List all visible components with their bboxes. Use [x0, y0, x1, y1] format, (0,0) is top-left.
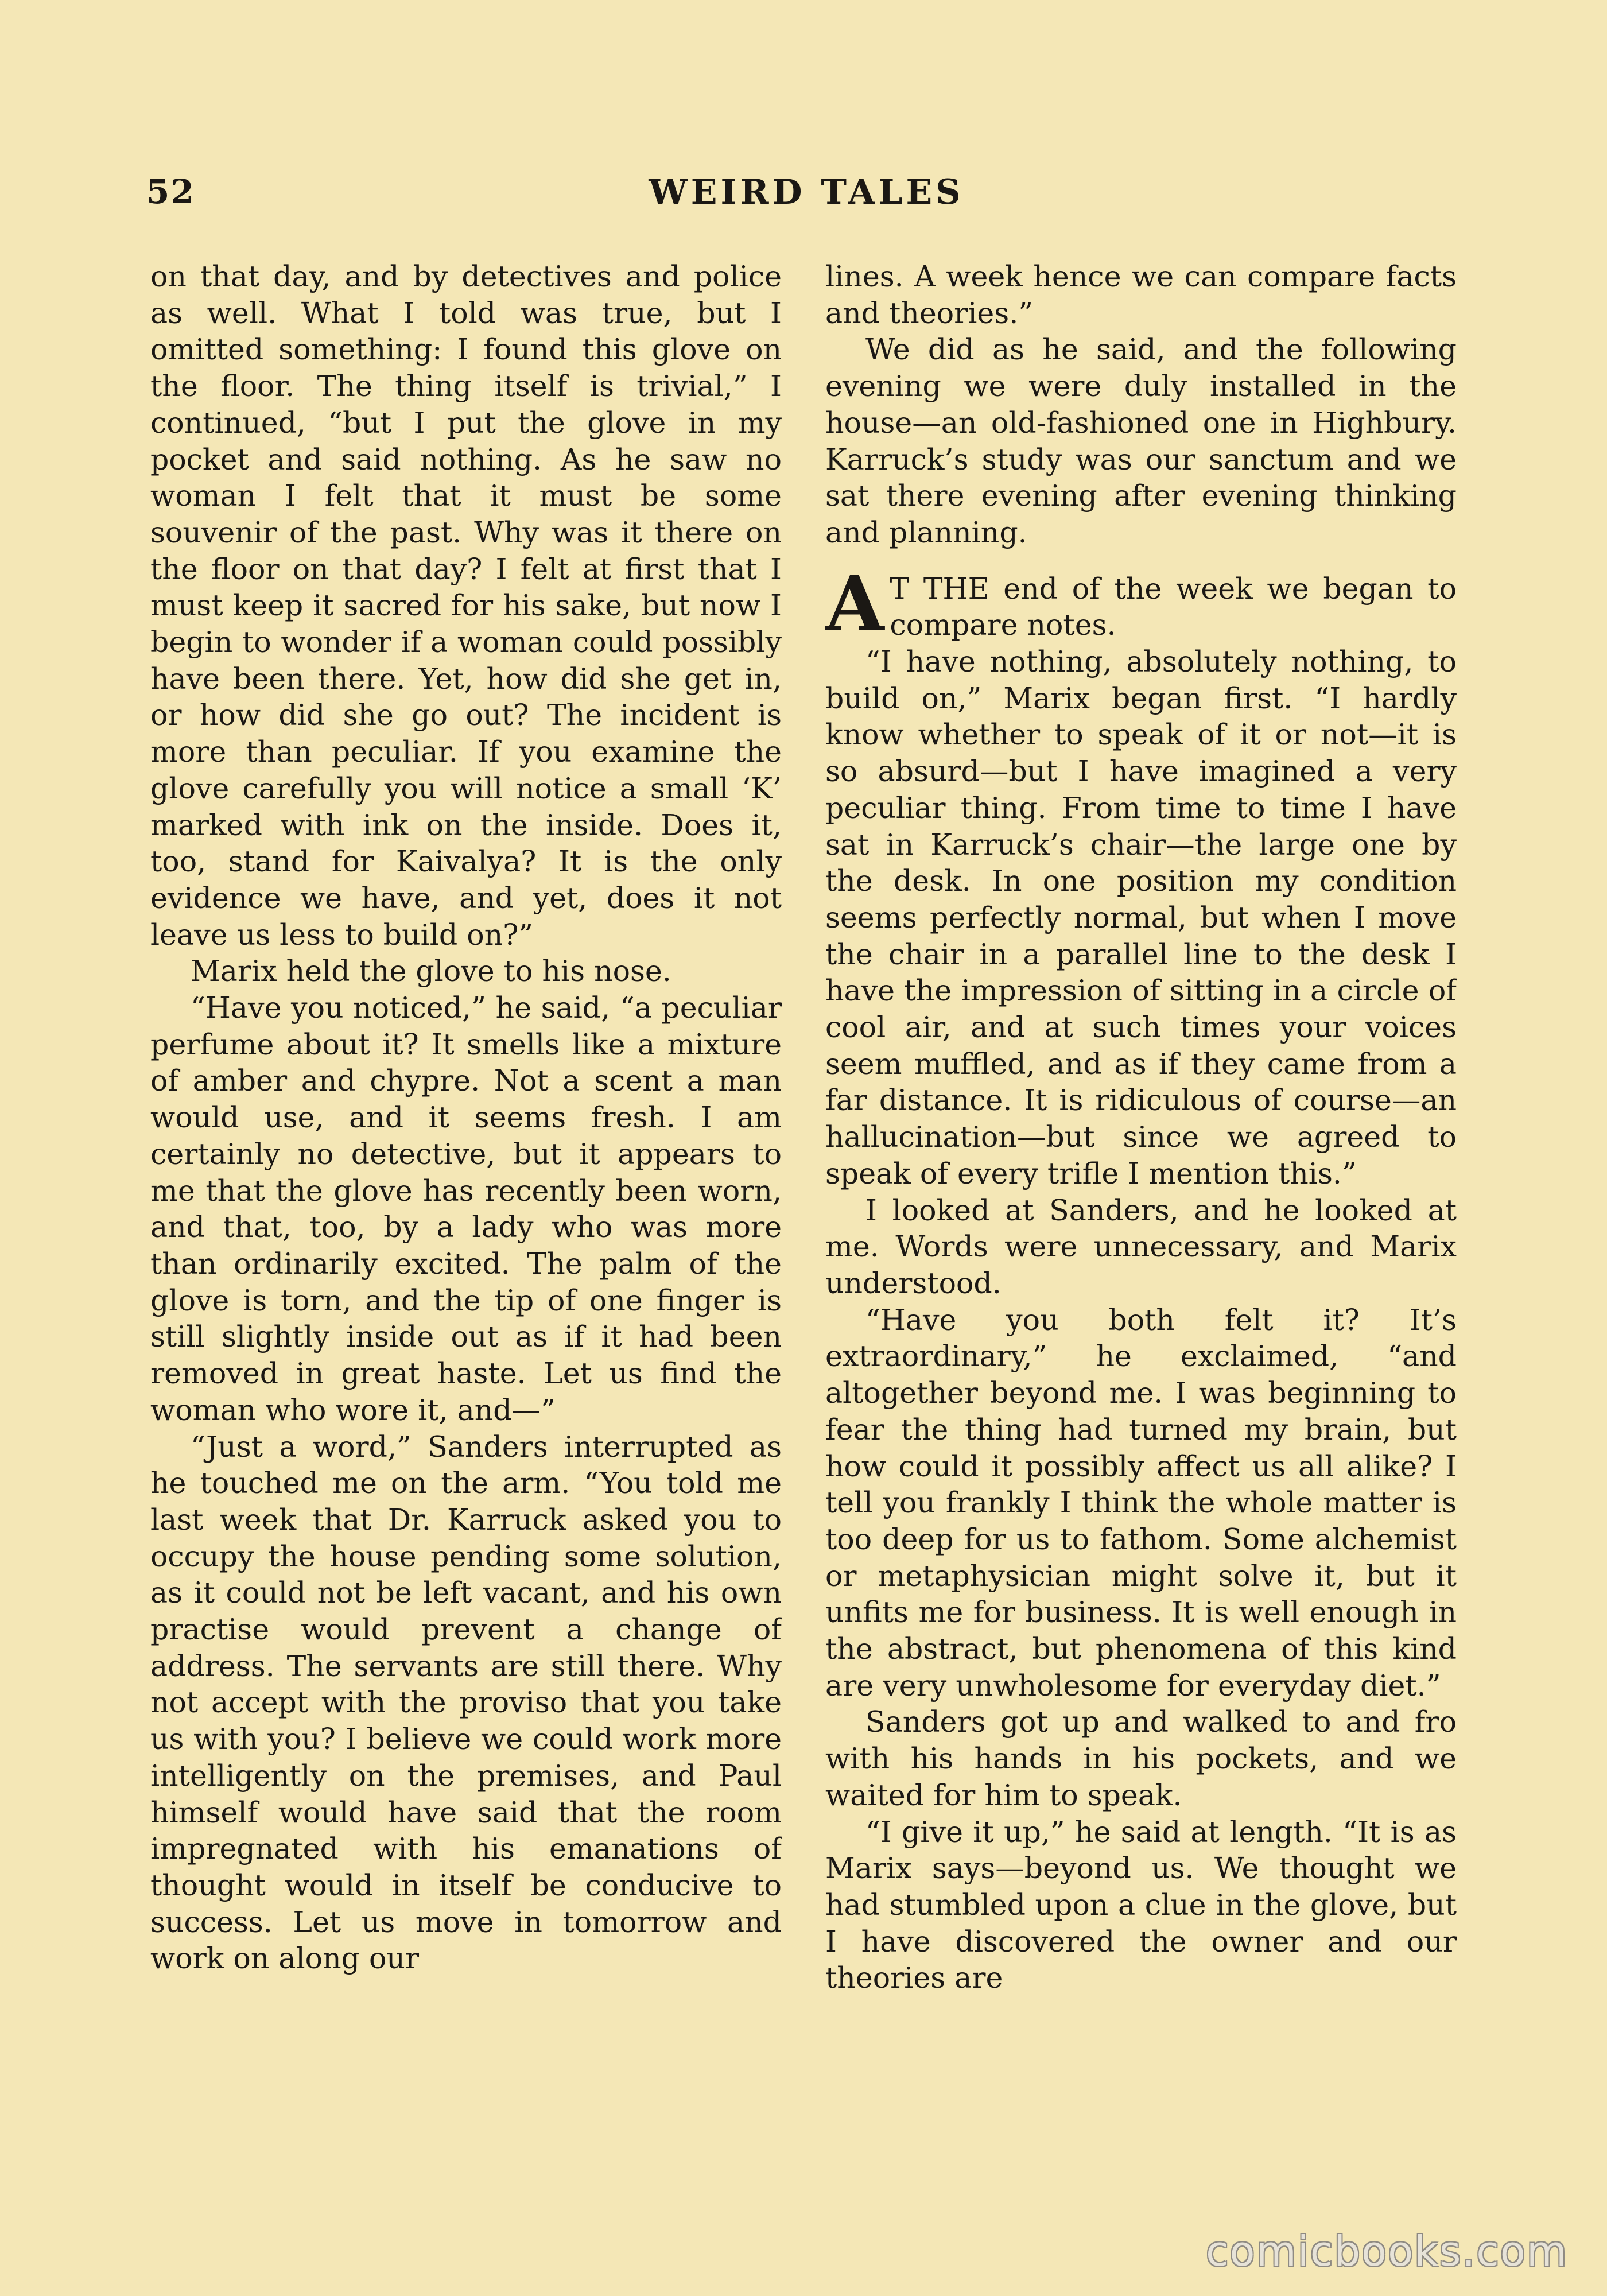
paragraph: “Just a word,” Sanders interrupted as he touched me on the arm. “You told me last week that Dr. Karruck asked you to occupy the house pending some solution, as it could not be left vacant, and his own practise would prevent a change of address. The servants are still there. Why not accept with the proviso that you take us with you? I believe we could work more intelligently on the premises, and Paul himself would have said that the room impregnated with his emanations of thought would in itself be conducive to success. Let us move in tomorrow and work on along our: [150, 1429, 782, 1976]
paragraph: “I have nothing, absolutely nothing, to build on,” Marix began first. “I hardly know whether to speak of it or not—it is so absurd—but I have imagined a very peculiar thing. From time to time I have sat in Karruck’s chair—the large one by the desk. In one position my condition seems perfectly normal, but when I move the chair in a parallel line to the desk I have the impression of sitting in a circle of cool air, and at such times your voices seem muffled, and as if they came from a far distance. It is ridiculous of course—an hallucination—but since we agreed to speak of every trifle I mention this.”: [825, 645, 1457, 1190]
drop-cap: A: [825, 559, 884, 649]
paragraph: “Have you both felt it? It’s extraordinary,” he exclaimed, “and altogether beyond me. I was beginning to fear the thing had turned my brain, but how could it possibly affect us all alike? I tell you frankly I think the whole matter is too deep for us to fathom. Some alchemist or metaphysician might solve it, but it unfits me for business. It is well enough in the abstract, but phenomena of this kind are very unwholesome for everyday diet.”: [825, 1302, 1457, 1702]
page-header: [146, 172, 1466, 224]
running-title: WEIRD TALES: [649, 172, 964, 212]
paragraph: “Have you noticed,” he said, “a peculiar perfume about it? It smells like a mixture of amber and chypre. Not a scent a man would use, and it seems fresh. I am certainly no detective, but it appears to me that the glove has recently been worn, and that, too, by a lady who was more than ordinarily excited. The palm of the glove is torn, and the tip of one finger is still slightly inside out as if it had been removed in great haste. Let us find the woman who wore it, and—”: [150, 991, 782, 1427]
paragraph: We did as he said, and the following evening we were duly installed in the house—an old-fashioned one in Highbury. Karruck’s study was our sanctum and we sat there evening after evening thinking and planning.: [825, 332, 1457, 549]
drop-cap-text: T THE end of the week we began to compare notes.: [890, 571, 1457, 642]
paragraph: on that day, and by detectives and police as well. What I told was true, but I omitted something: I found this glove on the floor. The thing itself is trivial,” I continued, “but I put the glove in my pocket and said nothing. As he saw no woman I felt that it must be some souvenir of the past. Why was it there on the floor on that day? I felt at first that I must keep it sacred for his sake, but now I begin to wonder if a woman could possibly have been there. Yet, how did she get in, or how did she go out? The incident is more than peculiar. If you examine the glove carefully you will notice a small ‘K’ marked with ink on the inside. Does it, too, stand for Kaivalya? It is the only evidence we have, and yet, does it not leave us less to build on?”: [150, 259, 782, 952]
section-opening-paragraph: [825, 559, 1457, 649]
paragraph: Sanders got up and walked to and fro with his hands in his pockets, and we waited for him to speak.: [825, 1705, 1457, 1812]
paragraph: I looked at Sanders, and he looked at me. Words were unnecessary, and Marix understood.: [825, 1193, 1457, 1300]
right-column: [825, 258, 1457, 2130]
watermark: comicbooks.com: [1205, 2227, 1568, 2275]
left-column: [150, 258, 782, 2130]
page-number: 52: [146, 172, 195, 211]
paragraph: Marix held the glove to his nose.: [191, 954, 671, 988]
paragraph: “I give it up,” he said at length. “It is as Marix says—beyond us. We thought we had stumbled upon a clue in the glove, but I have discovered the owner and our theories are: [825, 1814, 1457, 1995]
paragraph: lines. A week hence we can compare facts and theories.”: [825, 259, 1457, 330]
